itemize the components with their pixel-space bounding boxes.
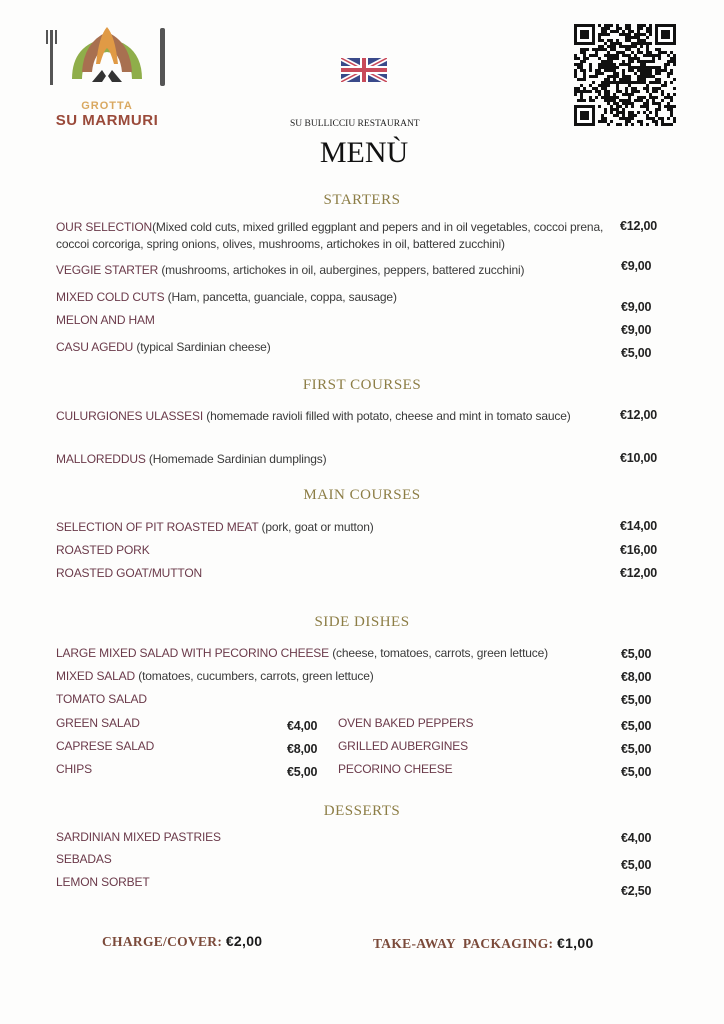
- item-name: CULURGIONES ULASSESI: [56, 409, 204, 423]
- item-name: OUR SELECTION: [56, 220, 153, 234]
- item-price: €4,00: [621, 831, 652, 845]
- cover-price: €2,00: [225, 933, 263, 949]
- item-price: €12,00: [620, 219, 658, 233]
- item-price: €9,00: [621, 300, 652, 314]
- item-description: (cheese, tomatoes, carrots, green lettuce): [329, 646, 549, 660]
- item-price: €8,00: [621, 670, 652, 684]
- logo-graphic: [44, 24, 170, 99]
- restaurant-name: SU BULLICCIU RESTAURANT: [290, 119, 420, 129]
- item-name: LARGE MIXED SALAD WITH PECORINO CHEESE: [56, 646, 330, 660]
- item-price: €5,00: [621, 765, 652, 779]
- item-name: MALLOREDDUS: [56, 452, 146, 466]
- menu-item: [338, 738, 588, 755]
- menu-item: [56, 219, 616, 253]
- cover-label: CHARGE/COVER:: [102, 934, 223, 949]
- uk-flag-icon[interactable]: [341, 58, 387, 82]
- menu-item: [56, 312, 616, 329]
- item-price: €5,00: [621, 647, 652, 661]
- menu-item: [56, 519, 616, 536]
- item-name: CASU AGEDU: [56, 340, 134, 354]
- item-price: €14,00: [620, 519, 658, 533]
- item-description: (tomatoes, cucumbers, carrots, green lettuce): [135, 669, 374, 683]
- menu-item: [56, 851, 616, 868]
- qr-code[interactable]: [574, 24, 676, 126]
- item-price: €2,50: [621, 884, 652, 898]
- section-heading: MAIN COURSES: [303, 487, 421, 503]
- menu-item: [56, 738, 306, 755]
- item-price: €8,00: [287, 742, 318, 756]
- cover-charge: [102, 933, 262, 950]
- item-description: (Homemade Sardinian dumplings): [145, 452, 327, 466]
- menu-item: [56, 829, 616, 846]
- item-price: €5,00: [287, 765, 318, 779]
- item-description: (Ham, pancetta, guanciale, coppa, sausage): [164, 290, 397, 304]
- logo-line2: SU MARMURI: [55, 112, 159, 129]
- takeaway-packaging: [373, 935, 594, 952]
- item-description: (pork, goat or mutton): [258, 520, 374, 534]
- item-price: €10,00: [620, 451, 658, 465]
- restaurant-logo: [44, 24, 170, 134]
- menu-item: [56, 691, 616, 708]
- item-price: €9,00: [621, 323, 652, 337]
- menu-item: [56, 668, 616, 685]
- section-heading: FIRST COURSES: [302, 377, 422, 393]
- section-heading: STARTERS: [323, 192, 401, 208]
- menu-item: [56, 874, 616, 891]
- takeaway-label: TAKE-AWAY PACKAGING:: [373, 936, 554, 951]
- section-heading: DESSERTS: [323, 803, 401, 819]
- item-price: €16,00: [620, 543, 658, 557]
- item-name: PECORINO CHEESE: [338, 762, 453, 776]
- menu-item: [56, 645, 616, 662]
- item-name: SEBADAS: [56, 852, 112, 866]
- item-price: €5,00: [621, 346, 652, 360]
- item-name: GREEN SALAD: [56, 716, 140, 730]
- item-description: (homemade ravioli filled with potato, cheese and mint in tomato sauce): [203, 409, 571, 423]
- item-price: €12,00: [620, 566, 658, 580]
- item-name: CAPRESE SALAD: [56, 739, 155, 753]
- item-price: €12,00: [620, 408, 658, 422]
- item-price: €5,00: [621, 858, 652, 872]
- menu-item: [56, 339, 616, 356]
- takeaway-price: €1,00: [557, 935, 594, 951]
- item-description: (Mixed cold cuts, mixed grilled eggplant and pepers and in oil vegetables, coccoi prena, coccoi corcoriga, spring onions, olives, mushrooms, artichokes in oil, battered zucchini): [56, 220, 604, 251]
- menu-item: [56, 542, 616, 559]
- item-name: ROASTED PORK: [56, 543, 150, 557]
- item-name: SARDINIAN MIXED PASTRIES: [56, 830, 221, 844]
- menu-item: [56, 565, 616, 582]
- menu-item: [56, 262, 616, 279]
- page-title: MENÙ: [319, 136, 409, 169]
- section-heading: SIDE DISHES: [314, 614, 410, 630]
- item-price: €5,00: [621, 693, 652, 707]
- item-description: (mushrooms, artichokes in oil, aubergines, peppers, battered zucchini): [158, 263, 525, 277]
- item-name: MIXED SALAD: [56, 669, 136, 683]
- menu-item: [56, 408, 604, 425]
- logo-line1: GROTTA: [81, 100, 133, 112]
- menu-item: [56, 289, 616, 306]
- menu-item: [56, 451, 616, 468]
- item-name: VEGGIE STARTER: [56, 263, 159, 277]
- item-name: TOMATO SALAD: [56, 692, 147, 706]
- menu-item: [56, 761, 306, 778]
- item-name: MIXED COLD CUTS: [56, 290, 165, 304]
- item-name: GRILLED AUBERGINES: [338, 739, 469, 753]
- item-name: ROASTED GOAT/MUTTON: [56, 566, 203, 580]
- item-name: SELECTION OF PIT ROASTED MEAT: [56, 520, 259, 534]
- item-name: OVEN BAKED PEPPERS: [338, 716, 474, 730]
- menu-item: [338, 761, 588, 778]
- item-price: €5,00: [621, 742, 652, 756]
- item-price: €4,00: [287, 719, 318, 733]
- item-name: MELON AND HAM: [56, 313, 155, 327]
- item-name: CHIPS: [56, 762, 92, 776]
- item-price: €9,00: [621, 259, 652, 273]
- item-description: (typical Sardinian cheese): [133, 340, 271, 354]
- menu-item: [56, 715, 306, 732]
- item-name: LEMON SORBET: [56, 875, 150, 889]
- menu-item: [338, 715, 588, 732]
- item-price: €5,00: [621, 719, 652, 733]
